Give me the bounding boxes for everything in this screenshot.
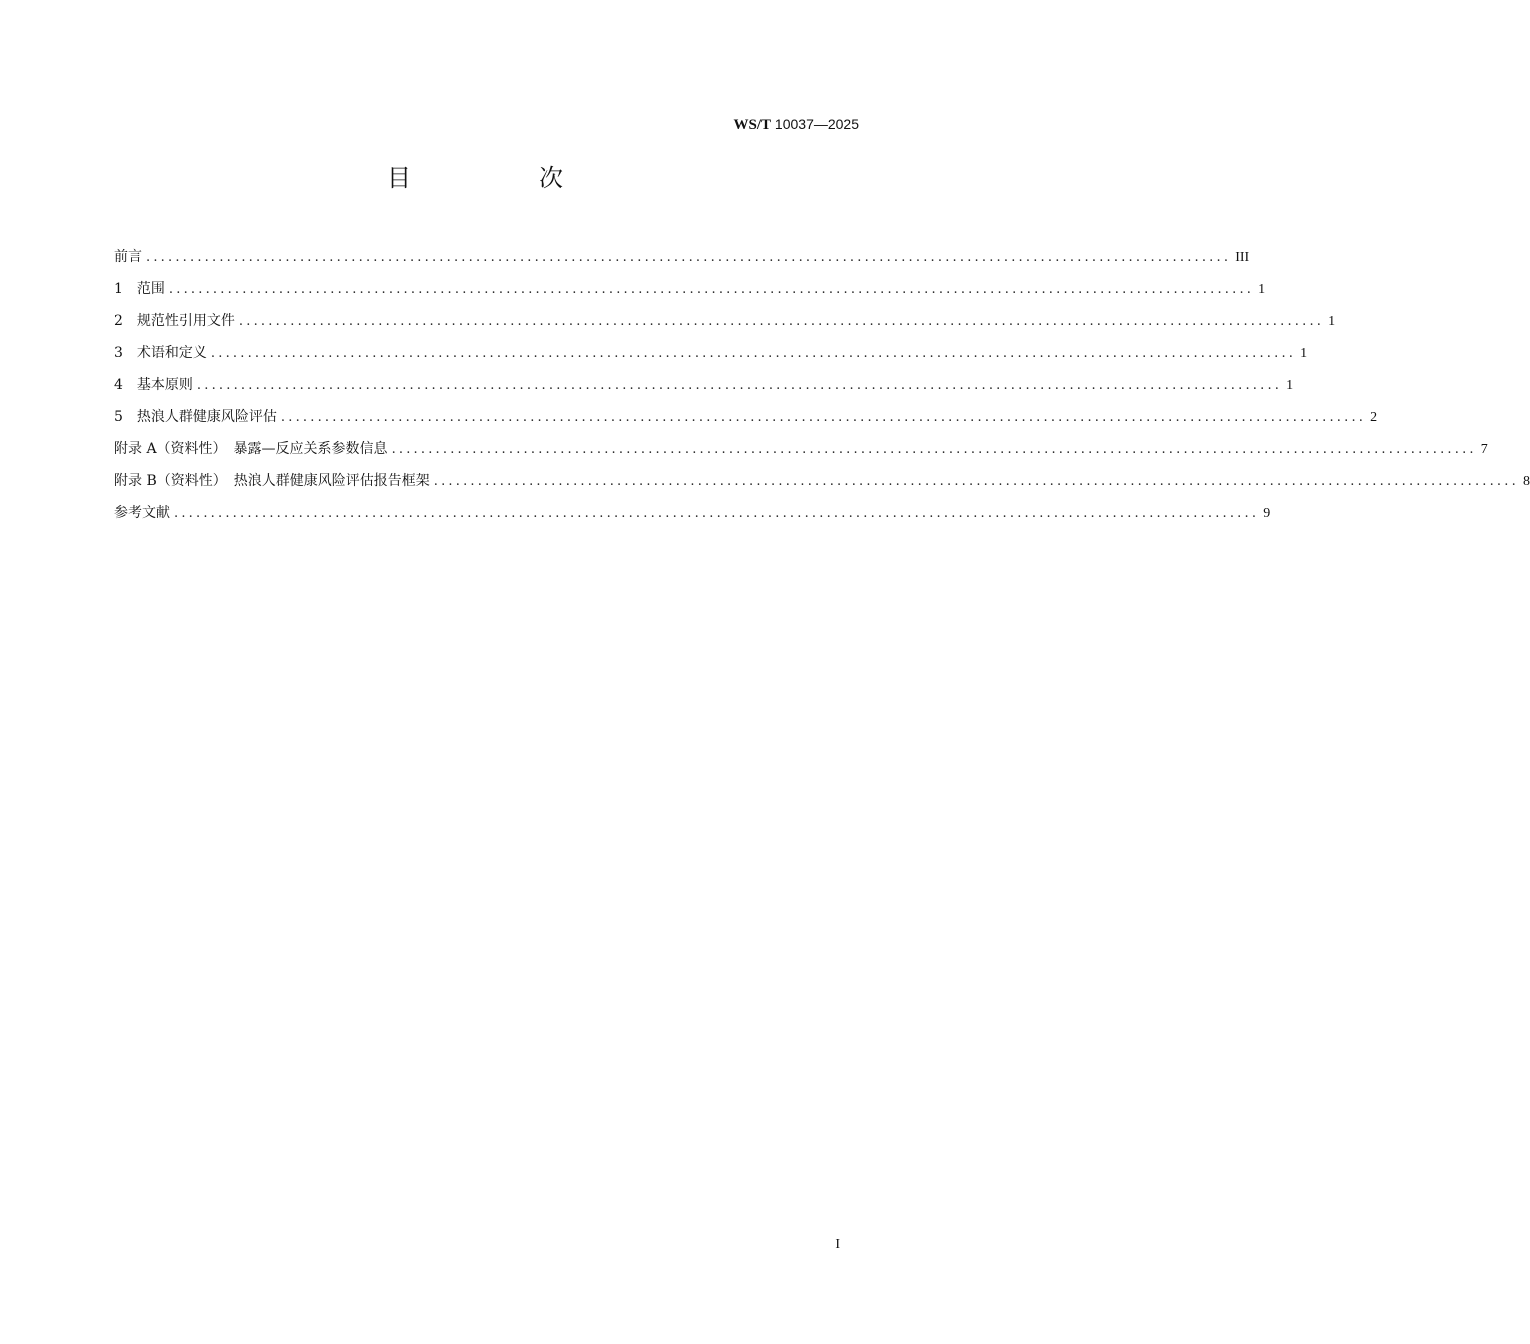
standard-code — [734, 116, 859, 134]
toc-leader-dots: .................................................................................................................................................... — [433, 474, 1519, 489]
toc-entry-page: 1 — [1300, 346, 1308, 361]
toc-entry-label: 5 热浪人群健康风险评估 — [114, 409, 277, 425]
page-number: I — [835, 1237, 840, 1252]
toc-entry-scope[interactable] — [114, 278, 1266, 310]
toc-leader-dots: .................................................................................................................................................... — [168, 282, 1255, 297]
standard-prefix: WS/T — [733, 117, 772, 133]
toc-leader-dots: .................................................................................................................................................... — [146, 250, 1232, 265]
toc-entry-basic-principles[interactable] — [114, 374, 1294, 406]
toc-entry-page: 2 — [1370, 410, 1378, 425]
standard-number: 10037—2025 — [774, 116, 859, 132]
toc-entry-page: 1 — [1258, 282, 1266, 297]
toc-leader-dots: .................................................................................................................................................... — [391, 442, 1477, 457]
toc-entry-page: 8 — [1522, 474, 1530, 489]
toc-entry-label: 前言 — [114, 249, 142, 265]
toc-entry-terms-definitions[interactable] — [114, 342, 1308, 374]
toc-entry-page: 9 — [1263, 506, 1271, 521]
toc-entry-label: 附录 B（资料性） 热浪人群健康风险评估报告框架 — [114, 473, 430, 489]
toc-entry-label: 1 范围 — [114, 281, 165, 297]
toc-leader-dots: .................................................................................................................................................... — [210, 346, 1297, 361]
toc-entry-bibliography[interactable] — [114, 502, 1271, 534]
table-of-contents — [114, 246, 1530, 534]
page-title: 目 次 — [387, 164, 615, 192]
toc-entry-page: 7 — [1480, 442, 1488, 457]
toc-leader-dots: .................................................................................................................................................... — [196, 378, 1283, 393]
toc-leader-dots: .................................................................................................................................................... — [280, 410, 1367, 425]
toc-entry-label: 2 规范性引用文件 — [114, 313, 235, 329]
toc-entry-page: 1 — [1286, 378, 1294, 393]
toc-entry-label: 4 基本原则 — [114, 377, 193, 393]
toc-entry-normative-references[interactable] — [114, 310, 1336, 342]
toc-entry-label: 3 术语和定义 — [114, 345, 207, 361]
toc-leader-dots: .................................................................................................................................................... — [238, 314, 1325, 329]
toc-entry-label: 附录 A（资料性） 暴露—反应关系参数信息 — [114, 441, 388, 457]
toc-entry-appendix-b[interactable] — [114, 470, 1530, 502]
toc-entry-label: 参考文献 — [114, 505, 170, 521]
toc-entry-page: 1 — [1328, 314, 1336, 329]
toc-leader-dots: .................................................................................................................................................... — [174, 506, 1260, 521]
toc-entry-foreword[interactable] — [114, 246, 1250, 278]
toc-entry-page: III — [1235, 250, 1250, 265]
toc-entry-risk-assessment[interactable] — [114, 406, 1378, 438]
toc-entry-appendix-a[interactable] — [114, 438, 1488, 470]
